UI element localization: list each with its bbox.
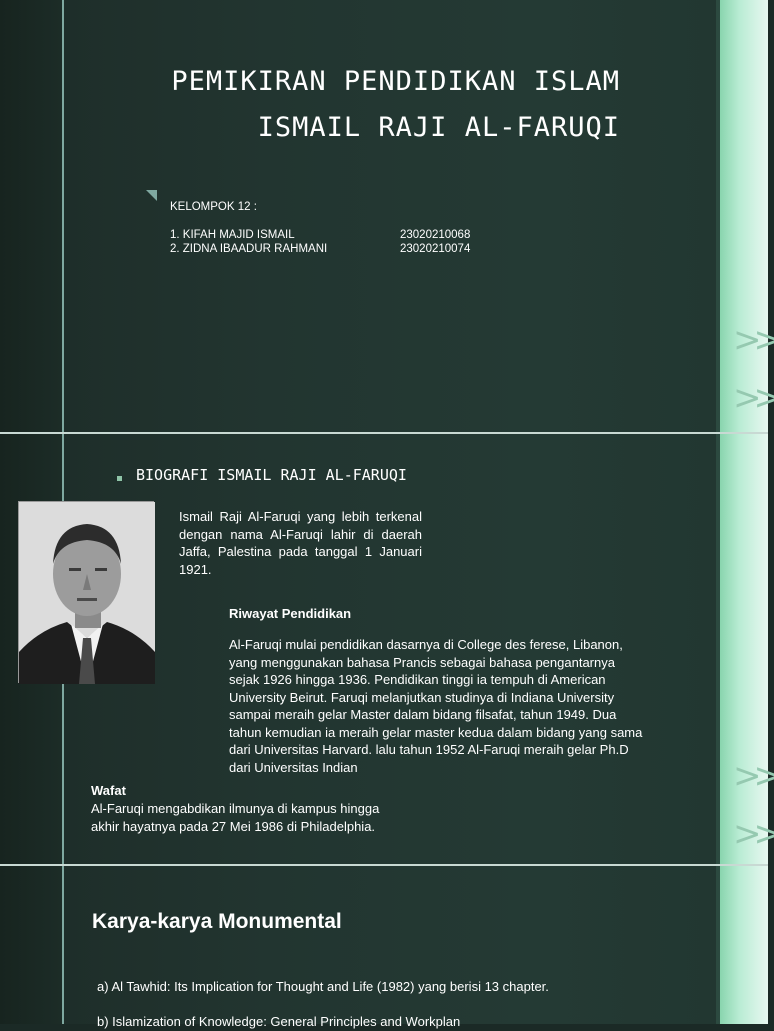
portrait-photo (18, 501, 154, 683)
right-decor-band (716, 0, 774, 432)
left-stripe (0, 0, 62, 432)
member-id: 23020210074 (400, 243, 471, 255)
chevron-decor-icon: >> (733, 378, 774, 418)
biography-slide (0, 434, 774, 864)
chevron-decor-icon: >> (733, 814, 774, 854)
death-heading: Wafat (91, 783, 126, 798)
member-id: 23020210068 (400, 229, 471, 241)
chevron-decor-icon: >> (733, 320, 774, 360)
right-decor-band (716, 434, 774, 864)
member-name: 2. ZIDNA IBAADUR RAHMANI (170, 243, 328, 255)
chevron-decor-icon: >> (733, 756, 774, 796)
section-title: BIOGRAFI ISMAIL RAJI AL-FARUQI (136, 466, 407, 484)
intro-paragraph: Ismail Raji Al-Faruqi yang lebih terkenal dengan nama Al-Faruqi lahir di daerah Jaffa, Palestina pada tanggal 1 Januari 1921. (179, 509, 422, 577)
work-item-a: a) Al Tawhid: Its Implication for Thought and Life (1982) yang berisi 13 chapter. (97, 979, 549, 994)
left-accent-line (62, 866, 64, 1024)
works-title: Karya-karya Monumental (92, 910, 342, 933)
work-item-b: b) Islamization of Knowledge: General Principles and Workplan (97, 1014, 461, 1029)
arrow-bullet-icon (146, 190, 157, 201)
works-slide (0, 866, 768, 1029)
education-heading: Riwayat Pendidikan (229, 606, 352, 621)
group-label: KELOMPOK 12 : (170, 201, 257, 213)
death-paragraph: Al-Faruqi mengabdikan ilmunya di kampus hingga akhir hayatnya pada 27 Mei 1986 di Philadelphia. (91, 801, 380, 834)
right-decor-band (716, 866, 768, 1024)
title-line-2: ISMAIL RAJI AL-FARUQI (257, 112, 620, 143)
member-name: 1. KIFAH MAJID ISMAIL (170, 229, 295, 241)
education-paragraph: Al-Faruqi mulai pendidikan dasarnya di College des ferese, Libanon, yang menggunakan bahasa Prancis sebagai bahasa pengantarnya sejak 1926 hingga 1936. Pendidikan tinggi ia tempuh di American University Beirut. Faruqi melanjutkan studinya di Indiana University sampai meraih gelar Master dalam bidang filsafat, tahun 1949. Dua tahun kemudian ia meraih gelar master kedua dalam bidang yang sama dari Universitas Harvard. lalu tahun 1952 Al-Faruqi meraih gelar Ph.D dari Universitas Indian (229, 637, 643, 775)
bullet-icon (117, 476, 122, 481)
left-accent-line (62, 0, 64, 432)
left-stripe (0, 866, 62, 1024)
title-slide (0, 0, 774, 432)
title-line-1: PEMIKIRAN PENDIDIKAN ISLAM (171, 66, 620, 97)
